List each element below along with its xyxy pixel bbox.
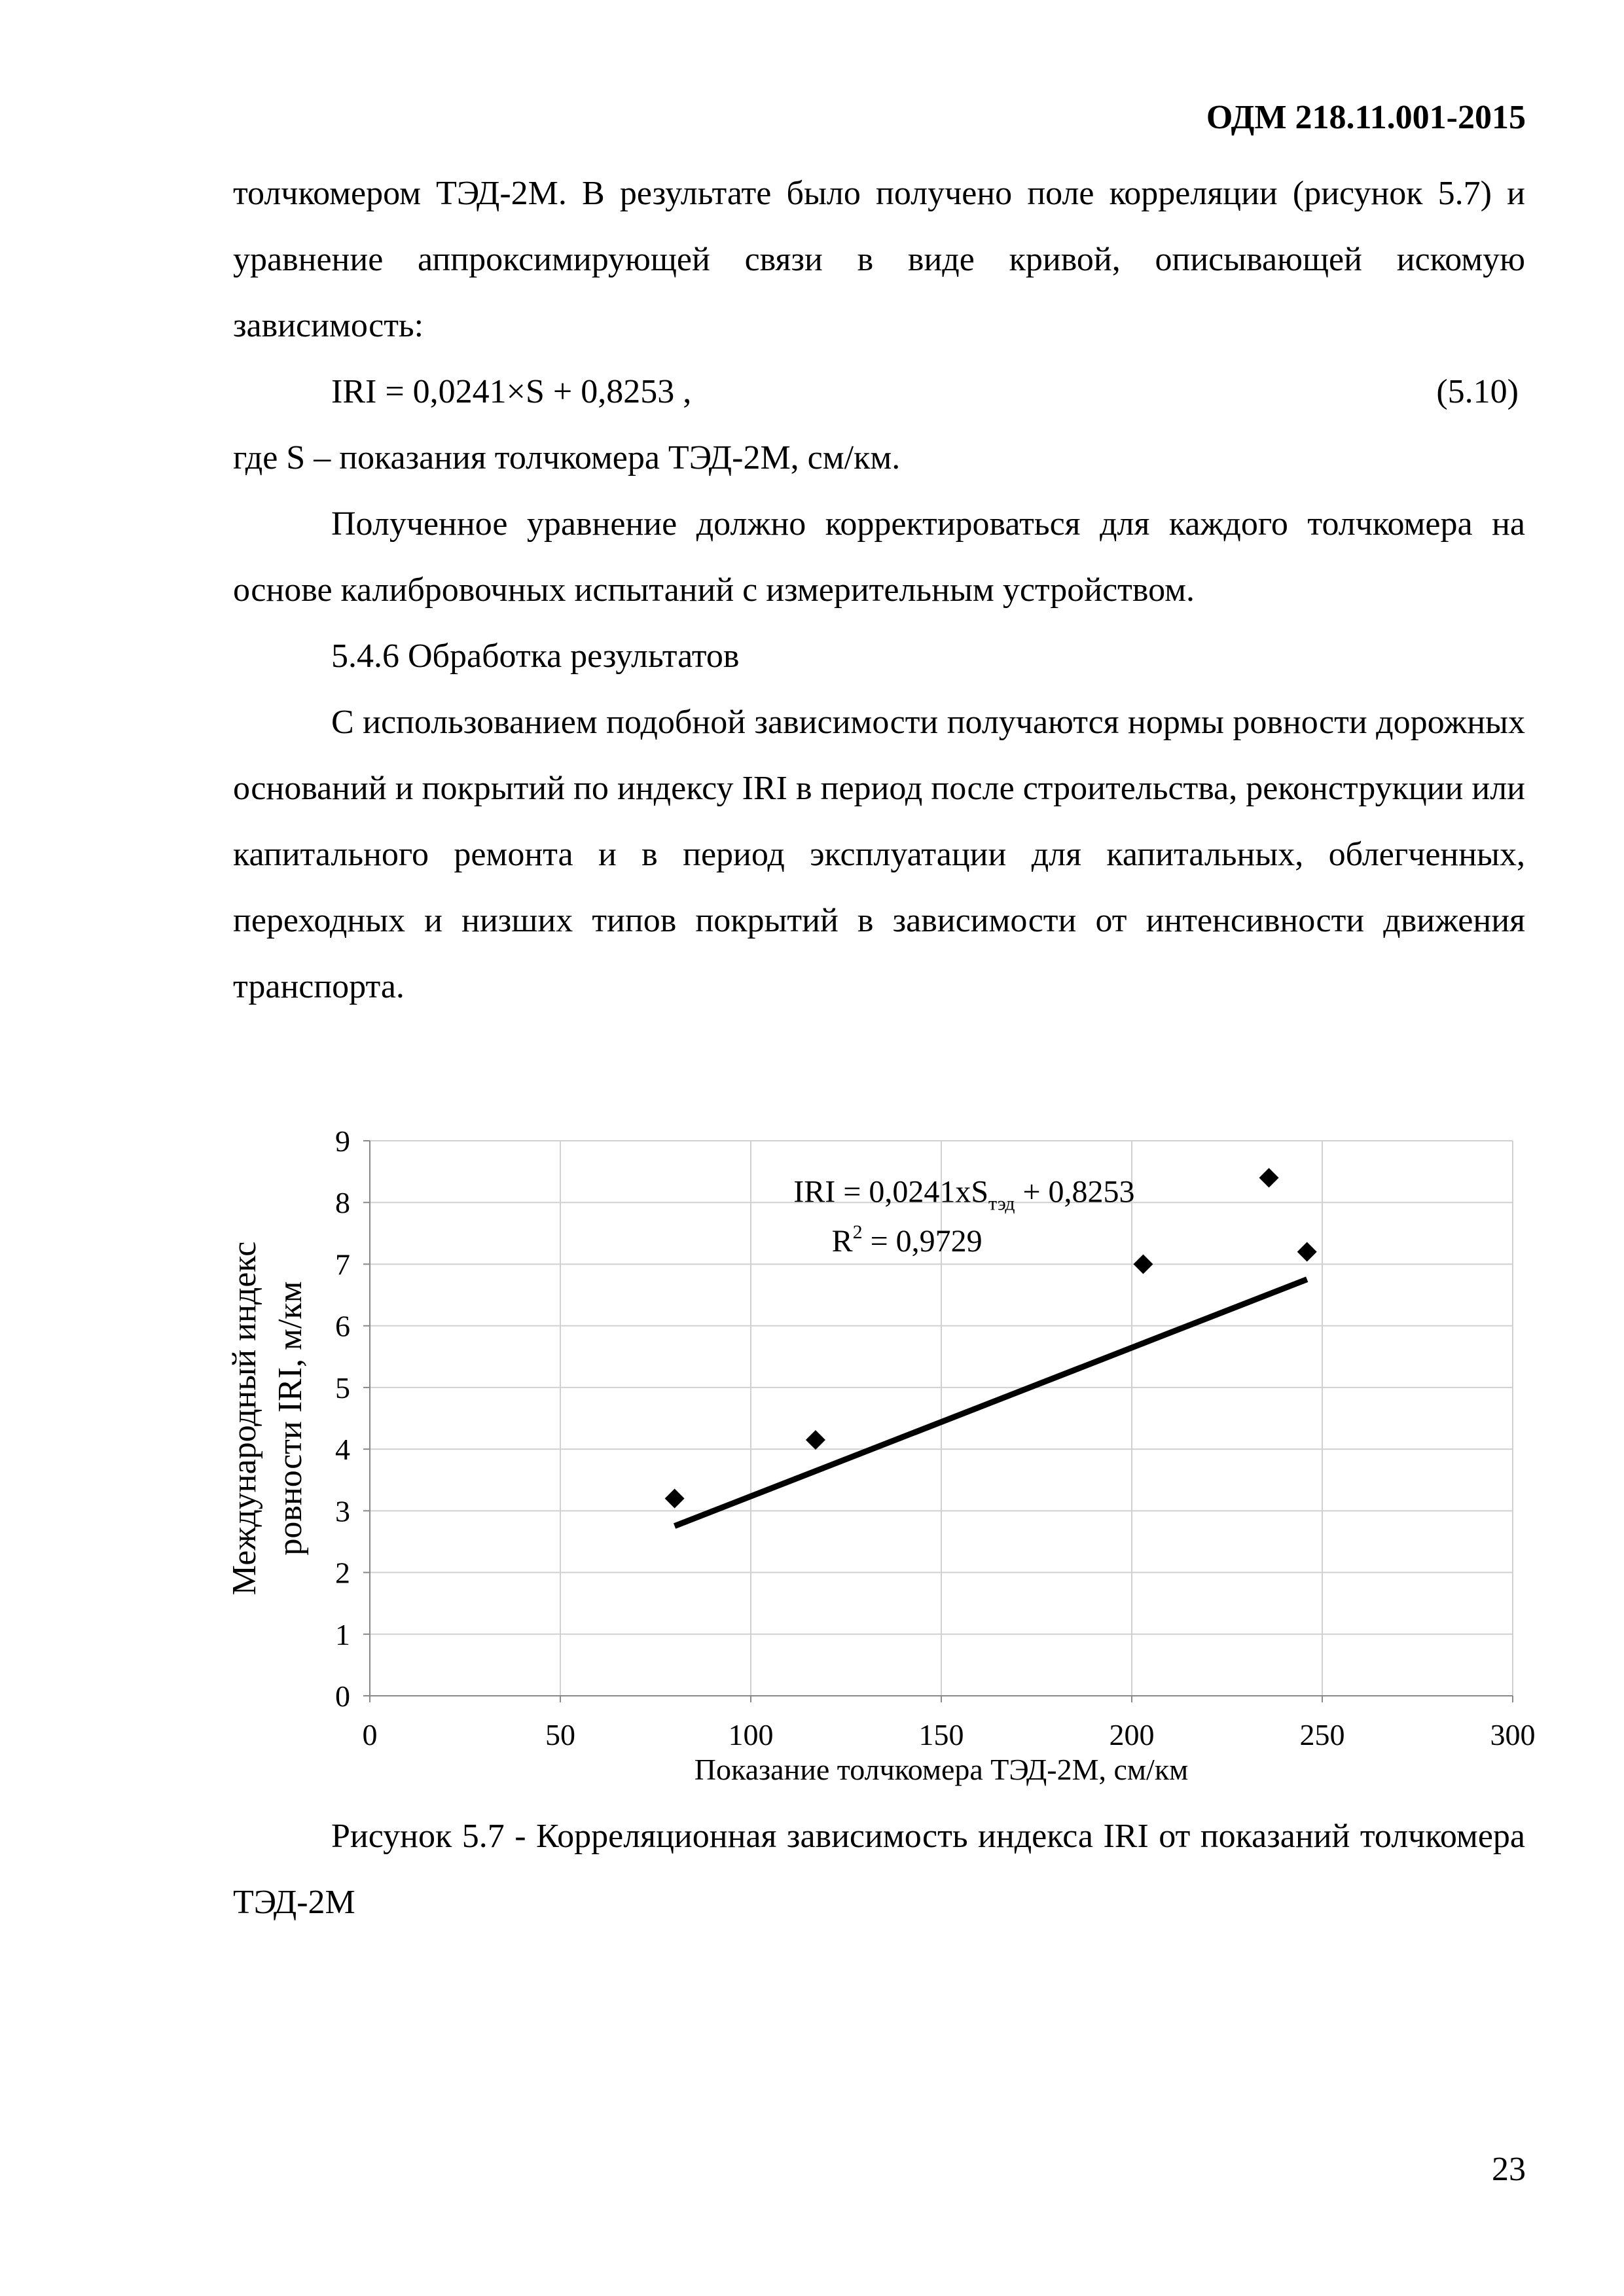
- caption-text: Рисунок 5.7 - Корреляционная зависимость индекса IRI от показаний толчкомера ТЭД-2М: [233, 1818, 1525, 1921]
- data-point: [1297, 1242, 1317, 1262]
- y-tick-label: 8: [335, 1186, 350, 1220]
- document-header: ОДМ 218.11.001-2015: [1206, 99, 1526, 136]
- y-tick-label: 5: [335, 1371, 350, 1405]
- formula-number: (5.10): [1436, 373, 1519, 410]
- x-tick-label: 100: [728, 1718, 774, 1751]
- page-number: 23: [1492, 2151, 1526, 2188]
- paragraph-intro: толчкомером ТЭД-2М. В результате было получено поле корреляции (рисунок 5.7) и уравнение аппроксимирующей связи в виде кривой, описывающей искомую зависимость:: [233, 175, 1525, 344]
- y-tick-label: 9: [335, 1124, 350, 1158]
- paragraph-correction: Полученное уравнение должно корректироваться для каждого толчкомера на основе калибровочных испытаний с измерительным устройством.: [233, 505, 1525, 609]
- chart-figure: [226, 1124, 1536, 1806]
- body-text: [233, 160, 1525, 1020]
- y-tick-label: 2: [335, 1556, 350, 1590]
- paragraph-where: где S – показания толчкомера ТЭД-2М, см/км.: [233, 439, 901, 476]
- data-point: [1259, 1168, 1279, 1188]
- x-tick-label: 0: [362, 1718, 378, 1751]
- trendline: [675, 1280, 1307, 1526]
- y-axis-label-line2: ровности IRI, м/км: [272, 1281, 309, 1556]
- data-point: [1133, 1254, 1153, 1274]
- y-tick-label: 3: [335, 1494, 350, 1528]
- x-tick-label: 200: [1109, 1718, 1155, 1751]
- x-tick-label: 300: [1490, 1718, 1536, 1751]
- y-tick-label: 1: [335, 1617, 350, 1651]
- formula-expression: IRI = 0,0241×S + 0,8253 ,: [331, 373, 692, 410]
- equation-label: IRI = $0,0241xS_{тэд} + 0,8253$: [793, 1174, 1135, 1215]
- x-tick-label: 50: [545, 1718, 575, 1751]
- scatter-chart: [226, 1124, 1536, 1806]
- x-tick-label: 250: [1299, 1718, 1345, 1751]
- x-tick-label: 150: [918, 1718, 964, 1751]
- figure-caption: [233, 1803, 1525, 1935]
- formula-line: [233, 359, 1525, 425]
- paragraph-norms: С использованием подобной зависимости получаются нормы ровности дорожных оснований и покрытий по индексу IRI в период после строительства, реконструкции или капитального ремонта и в период эксплуатации для капитальных, облегченных, переходных и низших типов покрытий в зависимости от интенсивности движения транспорта.: [233, 704, 1525, 1005]
- y-tick-label: 7: [335, 1247, 350, 1282]
- x-axis-label: Показание толчкомера ТЭД-2М, см/км: [694, 1753, 1189, 1786]
- y-axis-label-line1: Международный индекс: [226, 1241, 263, 1596]
- y-tick-label: 6: [335, 1309, 350, 1343]
- section-heading: 5.4.6 Обработка результатов: [331, 637, 740, 675]
- data-point: [806, 1430, 825, 1450]
- data-point: [665, 1488, 685, 1508]
- y-tick-label: 0: [335, 1679, 350, 1713]
- r-squared-label: $R^2 = 0,9729$: [831, 1221, 983, 1259]
- y-tick-label: 4: [335, 1433, 350, 1467]
